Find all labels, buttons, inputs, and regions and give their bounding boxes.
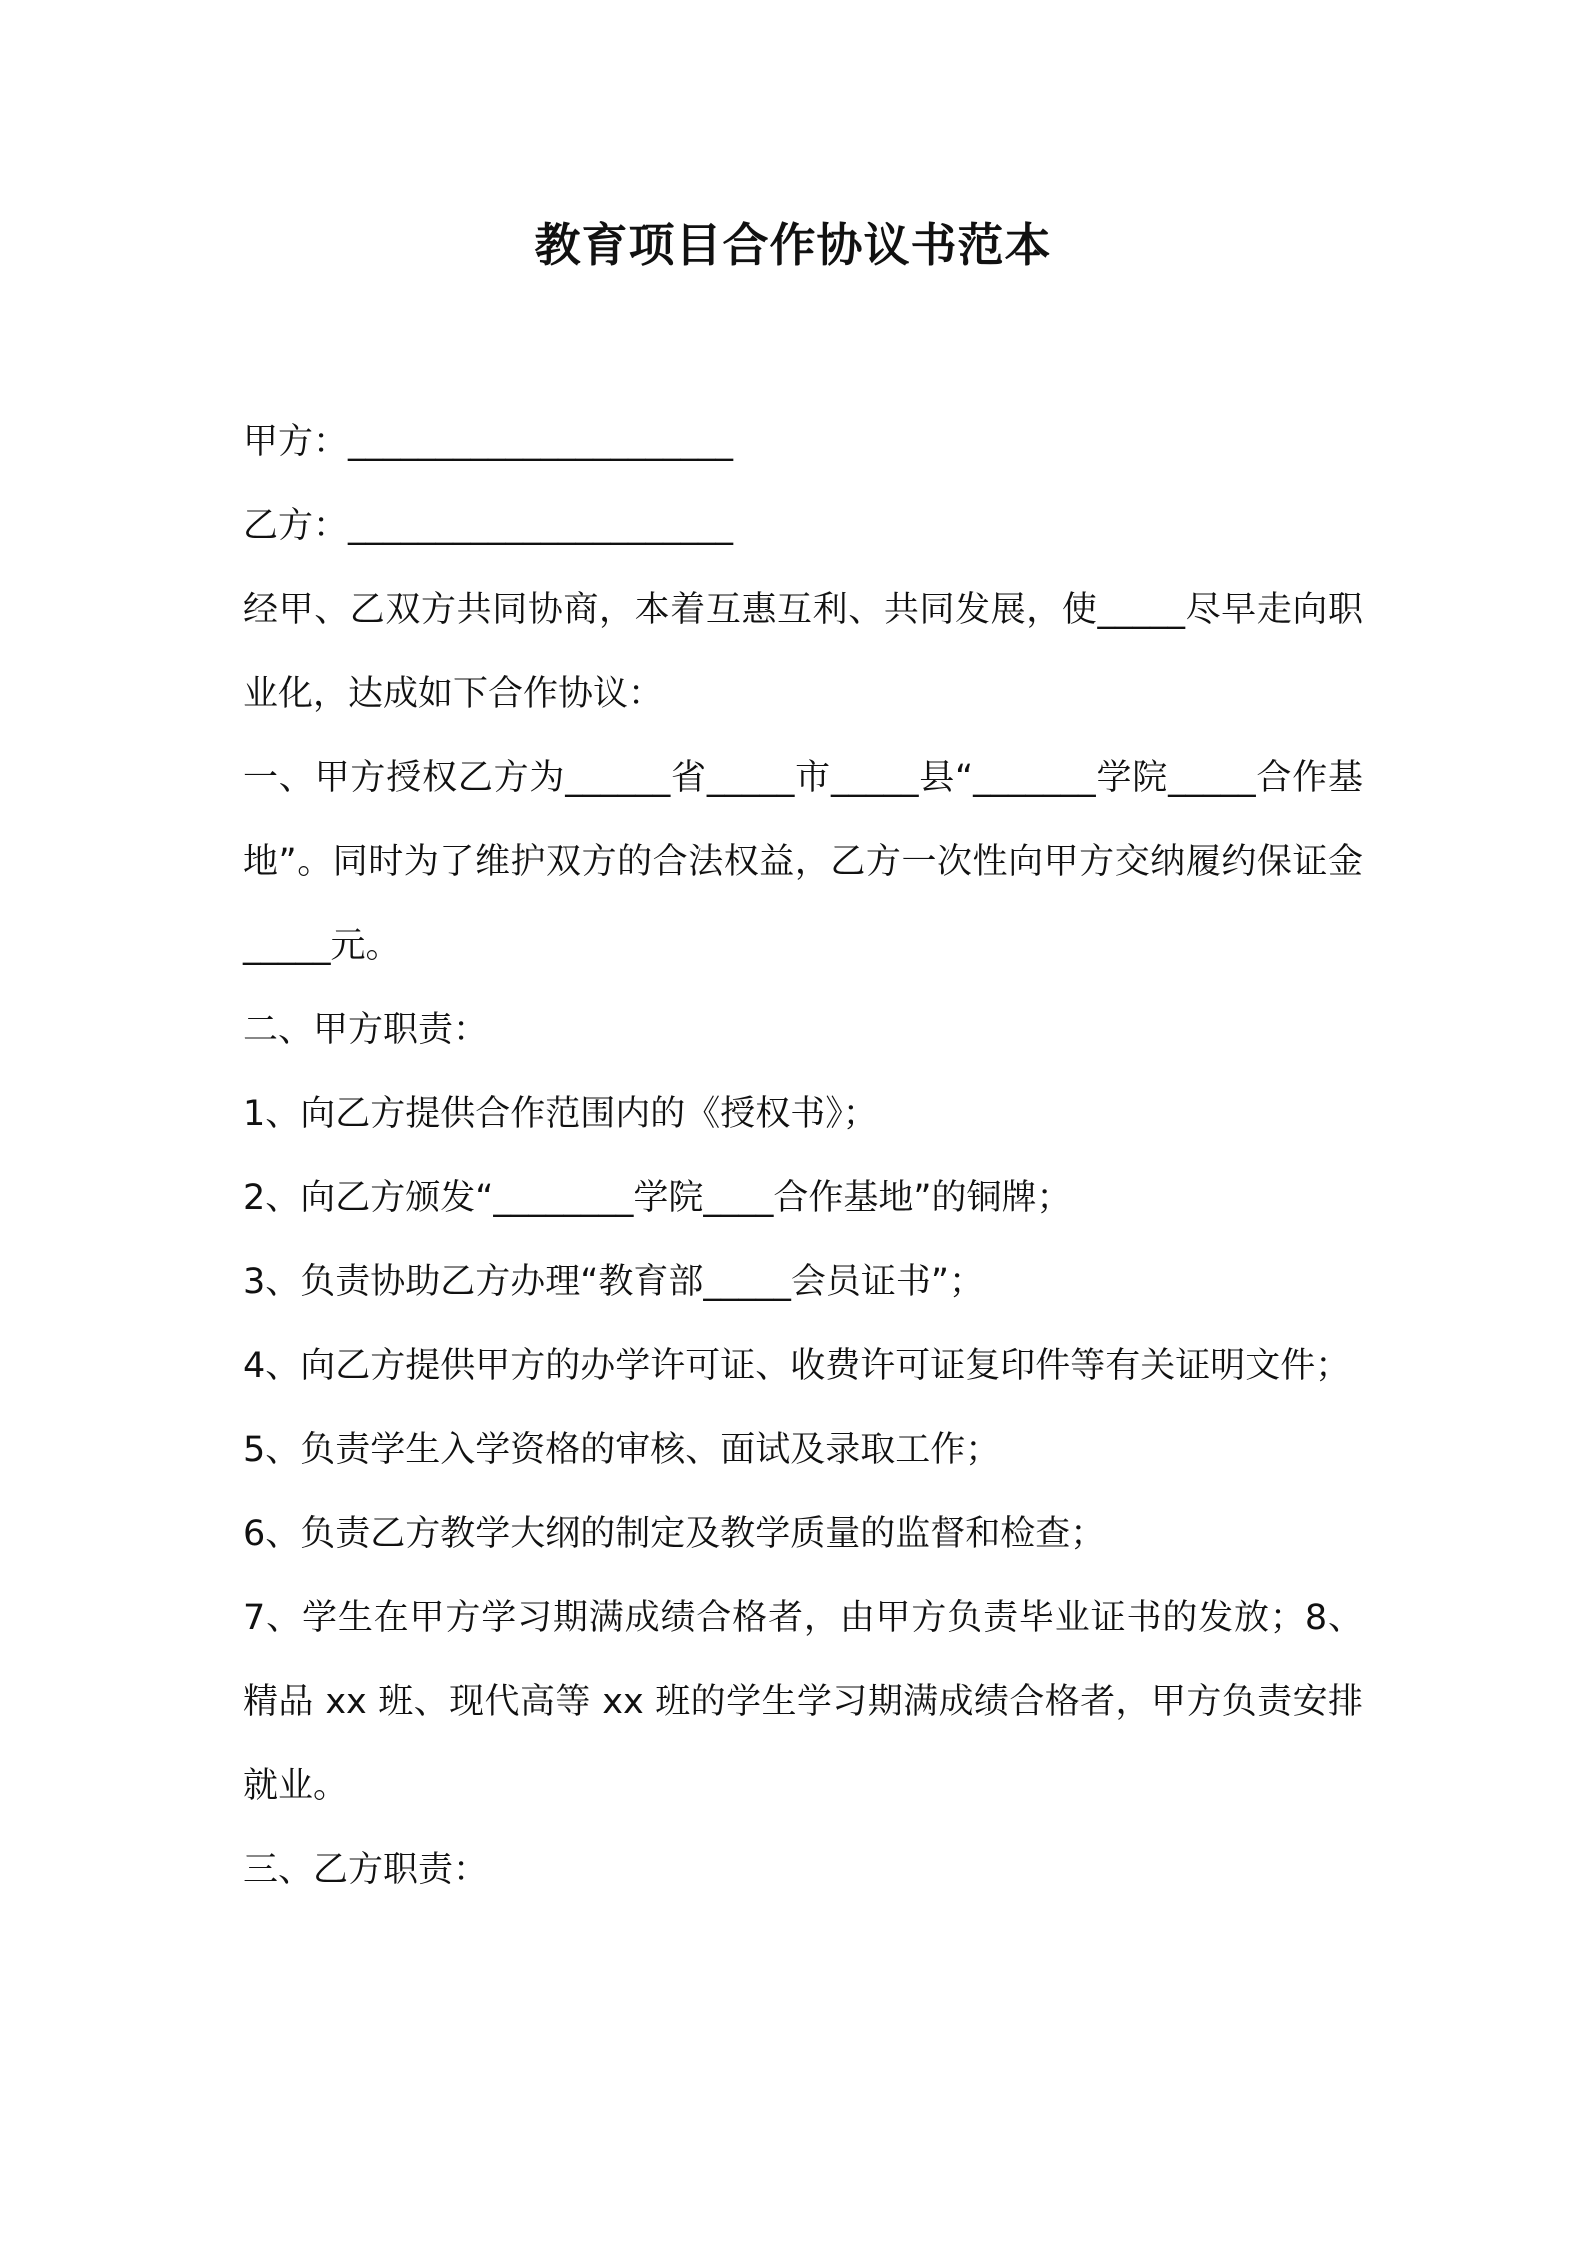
- duty-item-1: 1、向乙方提供合作范围内的《授权书》；: [243, 1094, 878, 1134]
- duty-item-7-8: 7、学生在甲方学习期满成绩合格者，由甲方负责毕业证书的发放；8、精品 xx 班、现代高等 xx 班的学生学习期满成绩合格者，甲方负责安排就业。: [243, 1598, 1363, 1806]
- document-body: [243, 400, 1363, 1912]
- duty-item-5: 5、负责学生入学资格的审核、面试及录取工作；: [243, 1430, 1001, 1470]
- duty-item-3: 3、负责协助乙方办理“教育部_____会员证书”；: [243, 1262, 985, 1302]
- clause-1-paragraph: 一、甲方授权乙方为______省_____市_____县“_______学院_____合作基地”。同时为了维护双方的合法权益，乙方一次性向甲方交纳履约保证金_____元。: [243, 758, 1363, 966]
- preamble-paragraph: 经甲、乙双方共同协商，本着互惠互利、共同发展，使_____尽早走向职业化，达成如下合作协议：: [243, 590, 1363, 714]
- duty-item-4: 4、向乙方提供甲方的办学许可证、收费许可证复印件等有关证明文件；: [243, 1346, 1351, 1386]
- duty-item-6: 6、负责乙方教学大纲的制定及教学质量的监督和检查；: [243, 1514, 1106, 1554]
- document-title: 教育项目合作协议书范本: [534, 218, 1052, 272]
- party-b-line: 乙方：______________________: [243, 506, 734, 546]
- party-a-line: 甲方：______________________: [243, 422, 734, 462]
- duty-item-2: 2、向乙方颁发“________学院____合作基地”的铜牌；: [243, 1178, 1072, 1218]
- section-2-heading: 二、甲方职责：: [243, 1010, 489, 1050]
- section-3-heading: 三、乙方职责：: [243, 1850, 489, 1890]
